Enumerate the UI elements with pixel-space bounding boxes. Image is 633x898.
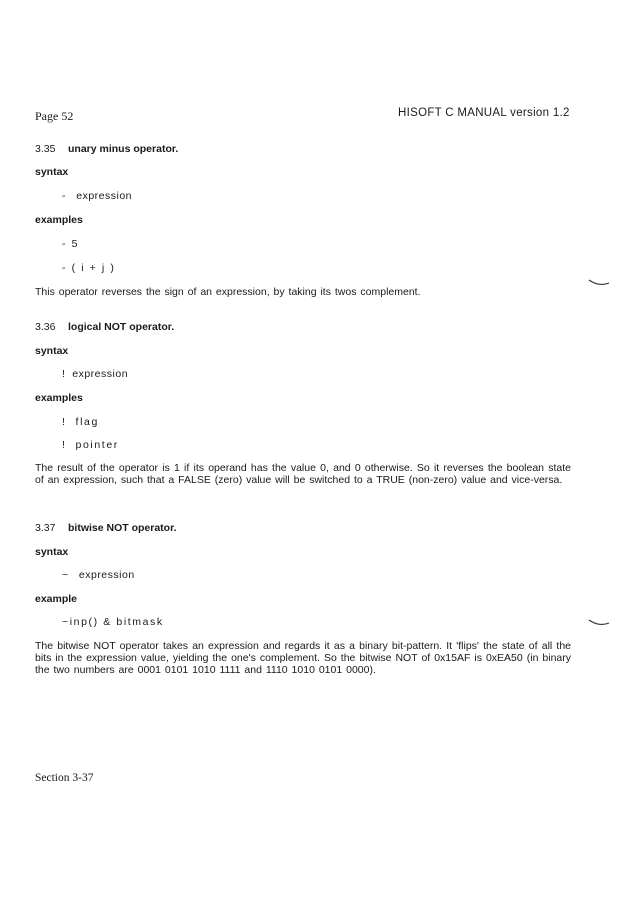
section-number: 3.35: [35, 143, 56, 155]
example-code: - 5: [62, 238, 80, 250]
example-code: ! pointer: [62, 439, 119, 451]
syntax-label: syntax: [35, 546, 69, 558]
syntax-code: ! expression: [62, 368, 129, 380]
section-description: This operator reverses the sign of an expression, by taking its twos complement.: [35, 286, 421, 298]
binding-mark-icon: [588, 618, 610, 627]
syntax-label: syntax: [35, 166, 69, 178]
section-number: 3.36: [35, 321, 56, 333]
syntax-code: - expression: [62, 190, 133, 202]
syntax-code: ~ expression: [62, 569, 135, 581]
manual-title: HISOFT C MANUAL version 1.2: [398, 107, 570, 119]
section-title: unary minus operator.: [68, 143, 179, 155]
examples-label: examples: [35, 392, 83, 404]
section-heading: [35, 143, 178, 155]
binding-mark-icon: [588, 278, 610, 287]
examples-label: example: [35, 593, 78, 605]
section-footer: Section 3-37: [35, 772, 94, 784]
section-description: The bitwise NOT operator takes an expression and regards it as a binary bit-pattern. It 'flips' the state of all the bits in the expression value, yielding the one's complement. So the bitwise NOT of 0x15AF is 0xEA50 (in binary the two numbers are 0001 0101 1010 1111 and 1110 1010 0101 0000).: [35, 640, 571, 676]
example-code: ~inp() & bitmask: [62, 616, 164, 628]
section-title: logical NOT operator.: [68, 321, 175, 333]
example-code: ! flag: [62, 416, 99, 428]
examples-label: examples: [35, 214, 83, 226]
syntax-label: syntax: [35, 345, 69, 357]
section-title: bitwise NOT operator.: [68, 522, 177, 534]
section-description: The result of the operator is 1 if its operand has the value 0, and 0 otherwise. So it reverses the boolean state of an expression, such that a FALSE (zero) value will be switched to a TRUE (non-zero) value and vice-versa.: [35, 462, 571, 486]
section-heading: [35, 321, 174, 333]
page-number: Page 52: [35, 109, 74, 123]
section-heading: [35, 522, 177, 534]
section-number: 3.37: [35, 522, 56, 534]
example-code: - ( i + j ): [62, 262, 116, 274]
